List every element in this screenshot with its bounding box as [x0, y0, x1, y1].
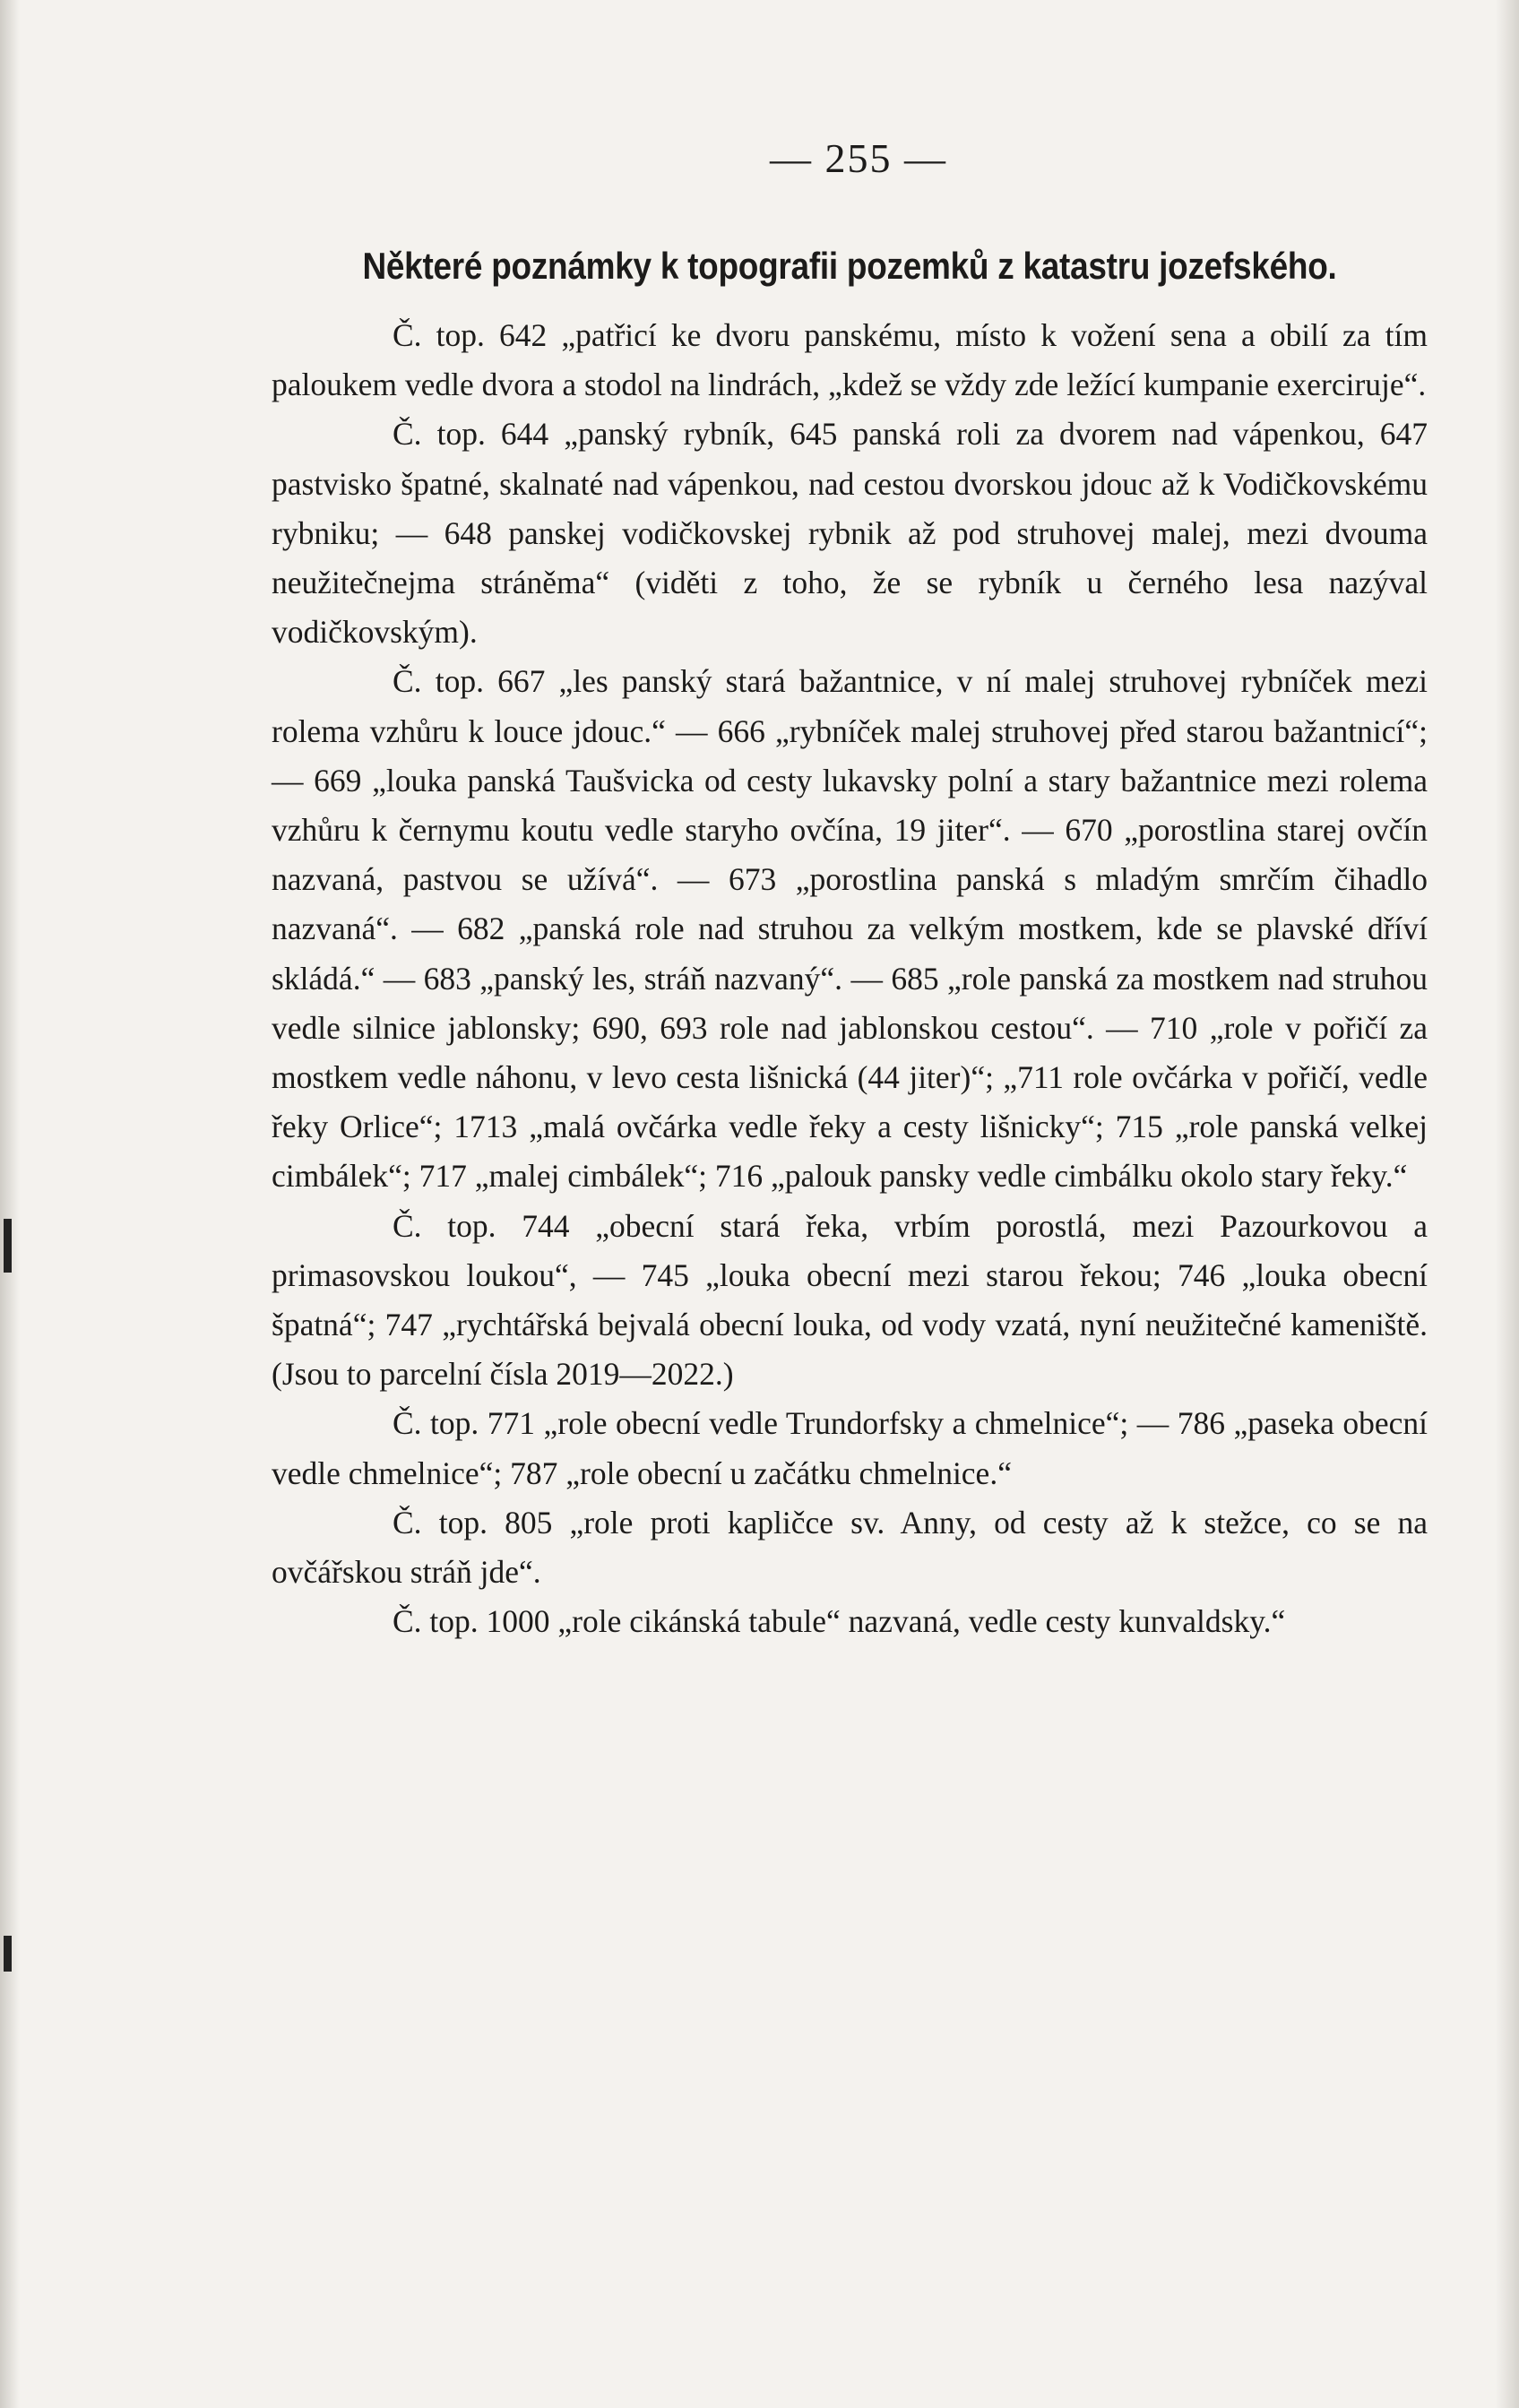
paragraph: Č. top. 667 „les panský stará bažantnice, v ní malej struhovej rybníček mezi rolema vzhůru k louce jdouc.“ — 666 „rybníček malej struhovej před starou bažantnicí“; — 669 „louka panská Taušvicka od cesty lukavsky polní a stary bažantnice mezi rolema vzhůru k černymu koutu vedle staryho ovčína, 19 jiter“. — 670 „porostlina starej ovčín nazvaná, pastvou se užívá“. — 673 „porostlina panská s mladým smrčím čihadlo nazvaná“. — 682 „panská role nad struhou za velkým mostkem, kde se plavské dříví skládá.“ — 683 „panský les, stráň nazvaný“. — 685 „role panská za mostkem nad struhou vedle silnice jablonsky; 690, 693 role nad jablonskou cestou“. — 710 „role v pořičí za mostkem vedle náhonu, v levo cesta lišnická (44 jiter)“; „711 role ovčárka v pořičí, vedle řeky Orlice“; 1713 „malá ovčárka vedle řeky a cesty lišnicky“; 715 „role panská velkej cimbálek“; 717 „malej cimbálek“; 716 „palouk pansky vedle cimbálku okolo stary řeky.“ [272, 663, 1428, 1195]
paragraph: Č. top. 805 „role proti kapličce sv. Anny, od cesty až k stežce, co se na ovčářskou stráň jde“. [272, 1504, 1428, 1591]
paragraph: Č. top. 644 „panský rybník, 645 panská roli za dvorem nad vápenkou, 647 pastvisko špatné, skalnaté nad vápenkou, nad cestou dvorskou jdouc až k Vodičkovskému rybniku; — 648 panskej vodičkovskej rybnik až pod struhovej malej, mezi dvouma neužitečnejma stráněma“ (viděti z toho, že se rybník u černého lesa nazýval vodičkovským). [272, 416, 1428, 651]
page-number: — 255 — [770, 135, 947, 181]
page-content [272, 134, 1428, 1646]
paragraph: Č. top. 1000 „role cikánská tabule“ nazvaná, vedle cesty kunvaldsky.“ [393, 1603, 1286, 1640]
section-heading: Některé poznámky k topografii pozemků z katastru jozefského. [362, 245, 1337, 287]
binding-mark [4, 1219, 12, 1273]
paragraph: Č. top. 744 „obecní stará řeka, vrbím porostlá, mezi Pazourkovou a primasovskou loukou“, — 745 „louka obecní mezi starou řekou; 746 „louka obecní špatná“; 747 „rychtářská bejvalá obecní louka, od vody vzatá, nyní neužitečné kameniště. (Jsou to parcelní čísla 2019—2022.) [272, 1207, 1428, 1393]
scan-edge-left [0, 0, 20, 2408]
paragraph: Č. top. 642 „patřicí ke dvoru panskému, místo k vožení sena a obilí za tím paloukem vedle dvora a stodol na lindrách, „kdež se vždy zde ležící kumpanie exerciruje“. [272, 317, 1428, 403]
paragraph: Č. top. 771 „role obecní vedle Trundorfsky a chmelnice“; — 786 „paseka obecní vedle chmelnice“; 787 „role obecní u začátku chmelnice.“ [272, 1405, 1428, 1491]
scan-edge-right [1496, 0, 1519, 2408]
binding-mark [4, 1936, 12, 1972]
